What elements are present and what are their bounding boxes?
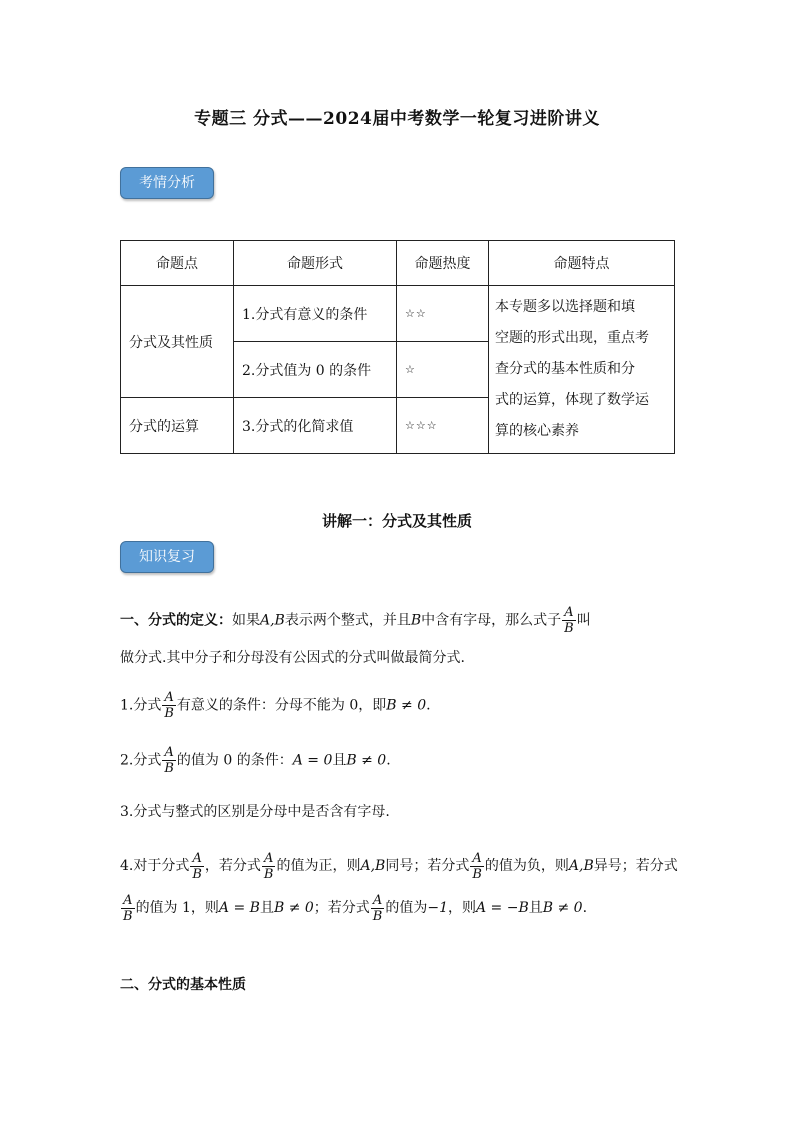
text: 1.分式 [120, 697, 162, 714]
section-heading-2: 二、分式的基本性质 [120, 977, 246, 993]
text: 中含有字母，那么式子 [421, 612, 562, 629]
math-expr: B ≠ 0 [386, 697, 427, 714]
table-row [121, 286, 675, 342]
numerator: A [262, 851, 276, 867]
fraction [162, 690, 176, 721]
math-expr: A = −B [475, 900, 529, 916]
math-var: A,B [260, 612, 285, 629]
math-var: A,B [360, 858, 386, 874]
text: 且 [528, 900, 543, 916]
text: 的值为负，则 [484, 858, 569, 874]
fraction [262, 851, 276, 882]
point-2 [120, 745, 680, 776]
table-cell-point: 分式的运算 [121, 398, 234, 454]
text: 且 [259, 900, 274, 916]
feature-line: 空题的形式出现，重点考 [495, 330, 649, 346]
table-cell-heat: ☆☆ [397, 286, 489, 342]
numerator: A [162, 690, 176, 706]
text: . [582, 900, 588, 916]
text: . [426, 697, 431, 714]
text: 的值为 [385, 900, 428, 916]
point-4 [120, 845, 680, 929]
numerator: A [562, 605, 576, 621]
definition-label: 一、分式的定义： [120, 612, 232, 629]
math-expr: B ≠ 0 [273, 900, 314, 916]
fraction [162, 745, 176, 776]
fraction [121, 893, 135, 924]
definition-line-2: 做分式.其中分子和分母没有公因式的分式叫做最简分式. [120, 650, 465, 666]
fraction [371, 893, 385, 924]
table-cell-heat: ☆ [397, 342, 489, 398]
feature-line: 查分式的基本性质和分 [495, 361, 635, 377]
denominator: B [164, 706, 174, 721]
feature-line: 算的核心素养 [495, 423, 579, 439]
section-heading: 讲解一：分式及其性质 [321, 512, 472, 530]
denominator: B [263, 866, 274, 882]
math-expr: −1 [427, 900, 448, 916]
math-expr: B ≠ 0 [542, 900, 583, 916]
table-cell-heat: ☆☆☆ [397, 398, 489, 454]
analysis-badge: 考情分析 [120, 167, 214, 199]
table-header: 命题热度 [397, 241, 489, 286]
denominator: B [192, 866, 202, 882]
text: 有意义的条件：分母不能为 0，即 [176, 697, 387, 714]
point-1 [120, 690, 680, 721]
math-expr: A = B [218, 900, 260, 916]
denominator: B [472, 866, 482, 882]
table-header-row [121, 241, 675, 286]
text: 表示两个整式，并且 [284, 612, 411, 629]
text: 同号；若分式 [385, 858, 470, 874]
text: 叫 [576, 612, 591, 629]
numerator: A [121, 893, 135, 909]
table-cell-feature [489, 286, 675, 454]
text: 且 [332, 752, 347, 769]
table-cell-form: 3.分式的化简求值 [234, 398, 397, 454]
point-3: 3.分式与整式的区别是分母中是否含有字母. [120, 804, 390, 820]
definition-line-1 [120, 605, 680, 636]
numerator: A [470, 851, 484, 867]
math-expr: B ≠ 0 [346, 752, 387, 769]
text: 的值为 0 的条件： [176, 752, 293, 769]
text: 2.分式 [120, 752, 162, 769]
table-header: 命题形式 [234, 241, 397, 286]
numerator: A [190, 851, 204, 867]
document-title: 专题三 分式——2024届中考数学一轮复习进阶讲义 [194, 109, 600, 129]
fraction [562, 605, 576, 636]
fraction [190, 851, 204, 882]
text: ；若分式 [313, 900, 370, 916]
text: 如果 [232, 612, 260, 629]
math-var: B [410, 612, 422, 629]
denominator: B [564, 621, 574, 636]
table-header: 命题点 [121, 241, 234, 286]
feature-line: 本专题多以选择题和填 [495, 299, 635, 315]
numerator: A [371, 893, 385, 909]
text: 的值为 1，则 [135, 900, 219, 916]
text: 异号；若分式 [593, 858, 678, 874]
analysis-table [120, 240, 675, 454]
denominator: B [123, 908, 133, 924]
text: 的值为正，则 [276, 858, 361, 874]
table-cell-point: 分式及其性质 [121, 286, 234, 398]
math-var: A,B [568, 858, 594, 874]
numerator: A [162, 745, 176, 761]
table-header: 命题特点 [489, 241, 675, 286]
denominator: B [372, 908, 383, 924]
review-badge: 知识复习 [120, 541, 214, 573]
denominator: B [164, 761, 174, 776]
text: . [386, 752, 391, 769]
table-cell-form: 2.分式值为 0 的条件 [234, 342, 397, 398]
text: ，若分式 [204, 858, 261, 874]
feature-line: 式的运算，体现了数学运 [495, 392, 649, 408]
math-expr: A = 0 [292, 752, 333, 769]
text: 4.对于分式 [120, 858, 190, 874]
fraction [470, 851, 484, 882]
table-cell-form: 1.分式有意义的条件 [234, 286, 397, 342]
text: ，则 [447, 900, 476, 916]
